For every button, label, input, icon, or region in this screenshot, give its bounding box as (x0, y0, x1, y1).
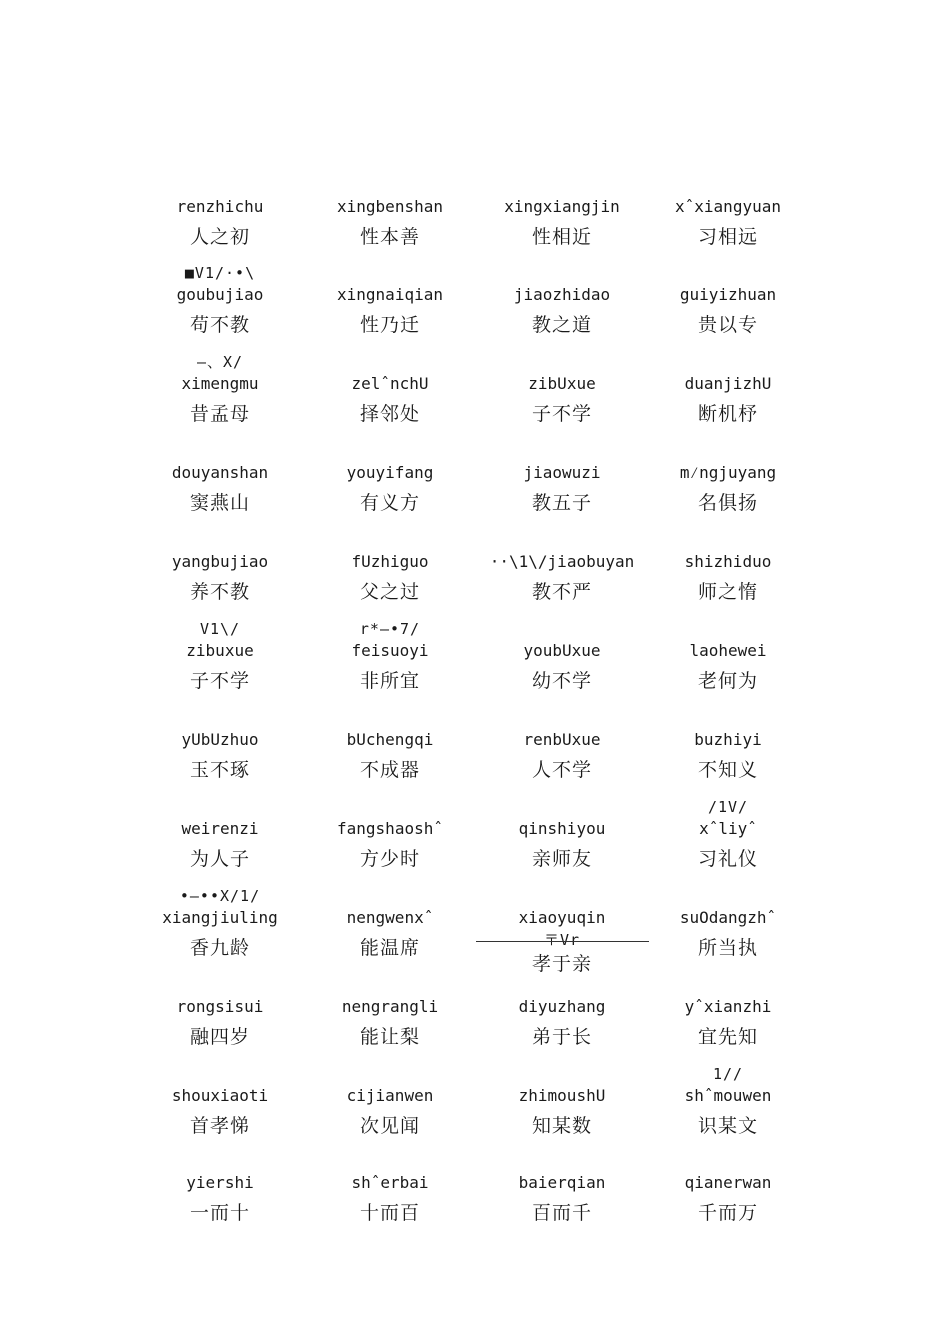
pinyin-text: zhimoushU (518, 1086, 606, 1105)
hanzi-text: 首孝悌 (189, 1115, 250, 1137)
hanzi-text: 有义方 (359, 492, 420, 514)
verse-cell (295, 818, 485, 872)
hanzi-text: 弟于长 (531, 1026, 592, 1048)
hanzi-text: 亲师友 (531, 848, 592, 870)
verse-cell (467, 640, 657, 694)
hanzi-text: 香九龄 (189, 937, 250, 959)
hanzi-text: 断机杼 (697, 403, 758, 425)
hanzi-text: 择邻处 (359, 403, 420, 425)
pinyin-text: suOdangzhˆ (679, 908, 777, 927)
verse-cell (633, 373, 823, 427)
hanzi-text: 教之道 (531, 314, 592, 336)
hanzi-text: 为人子 (189, 848, 250, 870)
ocr-tone-mark-noise: ■V1/·•\ (184, 264, 256, 282)
verse-cell (467, 196, 657, 250)
pinyin-text: renbUxue (523, 730, 601, 749)
verse-cell (467, 373, 657, 427)
pinyin-text: yˆxianzhi (684, 997, 772, 1016)
hanzi-text: 不知义 (697, 759, 758, 781)
hanzi-text: 次见闻 (359, 1115, 420, 1137)
ocr-tone-mark-noise: r*—•7/ (359, 620, 421, 638)
verse-cell (125, 351, 315, 427)
hanzi-text: 师之惰 (697, 581, 758, 603)
verse-cell (125, 262, 315, 338)
verse-cell (633, 1172, 823, 1226)
verse-cell (633, 284, 823, 338)
ocr-tone-mark-noise: V1\/ (199, 620, 241, 638)
hanzi-text: 不成器 (359, 759, 420, 781)
verse-cell (125, 618, 315, 694)
ocr-tone-mark-noise: —、X/ (196, 353, 244, 371)
hanzi-text: 百而千 (531, 1202, 592, 1224)
hanzi-text: 父之过 (359, 581, 420, 603)
verse-cell (295, 1172, 485, 1226)
hanzi-text: 习礼仪 (697, 848, 758, 870)
verse-cell (295, 907, 485, 961)
pinyin-text: duanjizhU (684, 374, 772, 393)
pinyin-text: jiaowuzi (523, 463, 601, 482)
verse-cell (633, 796, 823, 872)
hanzi-text: 方少时 (359, 848, 420, 870)
pinyin-text: zelˆnchU (351, 374, 429, 393)
verse-cell (467, 1085, 657, 1139)
pinyin-text: guiyizhuan (679, 285, 777, 304)
pinyin-text: douyanshan (171, 463, 269, 482)
pinyin-text: xˆliyˆ (699, 819, 757, 838)
verse-cell (467, 907, 657, 977)
verse-cell (633, 996, 823, 1050)
hanzi-text: 千而万 (697, 1202, 758, 1224)
pinyin-text: qianerwan (684, 1173, 772, 1192)
verse-cell (295, 618, 485, 694)
pinyin-text: yangbujiao (171, 552, 269, 571)
pinyin-text: fangshaoshˆ (337, 819, 443, 838)
pinyin-text: zibuxue (186, 641, 254, 660)
hanzi-text: 教不严 (531, 581, 592, 603)
hanzi-text: 能让梨 (359, 1026, 420, 1048)
verse-cell (467, 818, 657, 872)
hanzi-text: 十而百 (359, 1202, 420, 1224)
pinyin-text: xiaoyuqin (518, 908, 606, 927)
verse-cell (633, 551, 823, 605)
verse-cell (295, 373, 485, 427)
pinyin-text: buzhiyi (694, 730, 762, 749)
verse-cell (467, 462, 657, 516)
pinyin-text: shˆmouwen (684, 1086, 772, 1105)
pinyin-text: renzhichu (176, 197, 264, 216)
pinyin-text: xingxiangjin (504, 197, 620, 216)
pinyin-text: yUbUzhuo (181, 730, 259, 749)
ocr-tone-mark-noise: 1// (712, 1065, 744, 1083)
hanzi-text: 孝于亲 (531, 953, 592, 975)
verse-cell (295, 729, 485, 783)
hanzi-text: 能温席 (359, 937, 420, 959)
pinyin-text: laohewei (689, 641, 767, 660)
pinyin-text: youbUxue (523, 641, 601, 660)
verse-cell (125, 196, 315, 250)
verse-cell (295, 196, 485, 250)
pinyin-text: xˆxiangyuan (675, 197, 781, 216)
pinyin-text: rongsisui (176, 997, 264, 1016)
verse-cell (633, 907, 823, 961)
verse-cell (125, 885, 315, 961)
hanzi-text: 识某文 (697, 1115, 758, 1137)
verse-cell (467, 284, 657, 338)
hanzi-text: 子不学 (189, 670, 250, 692)
verse-cell (125, 729, 315, 783)
verse-cell (295, 551, 485, 605)
pinyin-text: diyuzhang (518, 997, 606, 1016)
ocr-tone-mark-noise: •—••X/1/ (179, 887, 261, 905)
verse-cell (295, 284, 485, 338)
verse-cell (125, 1085, 315, 1139)
verse-cell (467, 1172, 657, 1226)
verse-cell (467, 996, 657, 1050)
pinyin-text: nengrangli (341, 997, 439, 1016)
pinyin-text: shˆerbai (351, 1173, 429, 1192)
hanzi-text: 宜先知 (697, 1026, 758, 1048)
pinyin-text: xingbenshan (337, 197, 443, 216)
verse-cell (125, 1172, 315, 1226)
pinyin-text: qinshiyou (518, 819, 606, 838)
pinyin-text: yiershi (186, 1173, 254, 1192)
verse-cell (633, 1063, 823, 1139)
pinyin-text: bUchengqi (346, 730, 434, 749)
ocr-tone-mark-noise: /1V/ (707, 798, 749, 816)
verse-cell (125, 462, 315, 516)
pinyin-text: fUzhiguo (351, 552, 429, 571)
verse-cell (633, 729, 823, 783)
verse-cell (125, 996, 315, 1050)
hanzi-text: 知某数 (531, 1115, 592, 1137)
hanzi-text: 非所宜 (359, 670, 420, 692)
hanzi-text: 玉不琢 (189, 759, 250, 781)
verse-cell (295, 1085, 485, 1139)
pinyin-text: nengwenxˆ (346, 908, 434, 927)
hanzi-text: 苟不教 (189, 314, 250, 336)
hanzi-text: 性本善 (359, 226, 420, 248)
hanzi-text: 教五子 (531, 492, 592, 514)
pinyin-text: xingnaiqian (337, 285, 443, 304)
pinyin-text: ximengmu (181, 374, 259, 393)
hanzi-text: 幼不学 (531, 670, 592, 692)
hanzi-text: 一而十 (189, 1202, 250, 1224)
hanzi-text: 人之初 (189, 226, 250, 248)
verse-cell (295, 996, 485, 1050)
hanzi-text: 老何为 (697, 670, 758, 692)
hanzi-text: 子不学 (531, 403, 592, 425)
verse-cell (467, 551, 657, 605)
hanzi-text: 所当执 (697, 937, 758, 959)
pinyin-text: weirenzi (181, 819, 259, 838)
hanzi-text: 贵以专 (697, 314, 758, 336)
hanzi-text: 昔孟母 (189, 403, 250, 425)
verse-cell (633, 640, 823, 694)
underline-rule (476, 941, 649, 942)
pinyin-text: feisuoyi (351, 641, 429, 660)
pinyin-text: shizhiduo (684, 552, 772, 571)
pinyin-text: zibUxue (528, 374, 596, 393)
verse-cell (467, 729, 657, 783)
hanzi-text: 名俱扬 (697, 492, 758, 514)
pinyin-text: baierqian (518, 1173, 606, 1192)
hanzi-text: 性相近 (531, 226, 592, 248)
ocr-extra-noise: 〒Vr (543, 931, 581, 949)
verse-cell (125, 818, 315, 872)
pinyin-text: cijianwen (346, 1086, 434, 1105)
pinyin-text: jiaozhidao (513, 285, 611, 304)
verse-cell (125, 551, 315, 605)
pinyin-text: goubujiao (176, 285, 264, 304)
pinyin-text: youyifang (346, 463, 434, 482)
pinyin-text: xiangjiuling (162, 908, 278, 927)
pinyin-text: m⁄ngjuyang (679, 463, 777, 482)
pinyin-text: shouxiaoti (171, 1086, 269, 1105)
verse-cell (295, 462, 485, 516)
pinyin-text: ··\1\/jiaobuyan (489, 552, 635, 571)
hanzi-text: 窦燕山 (189, 492, 250, 514)
hanzi-text: 习相远 (697, 226, 758, 248)
hanzi-text: 养不教 (189, 581, 250, 603)
hanzi-text: 性乃迁 (359, 314, 420, 336)
verse-cell (633, 196, 823, 250)
hanzi-text: 融四岁 (189, 1026, 250, 1048)
verse-cell (633, 462, 823, 516)
hanzi-text: 人不学 (531, 759, 592, 781)
